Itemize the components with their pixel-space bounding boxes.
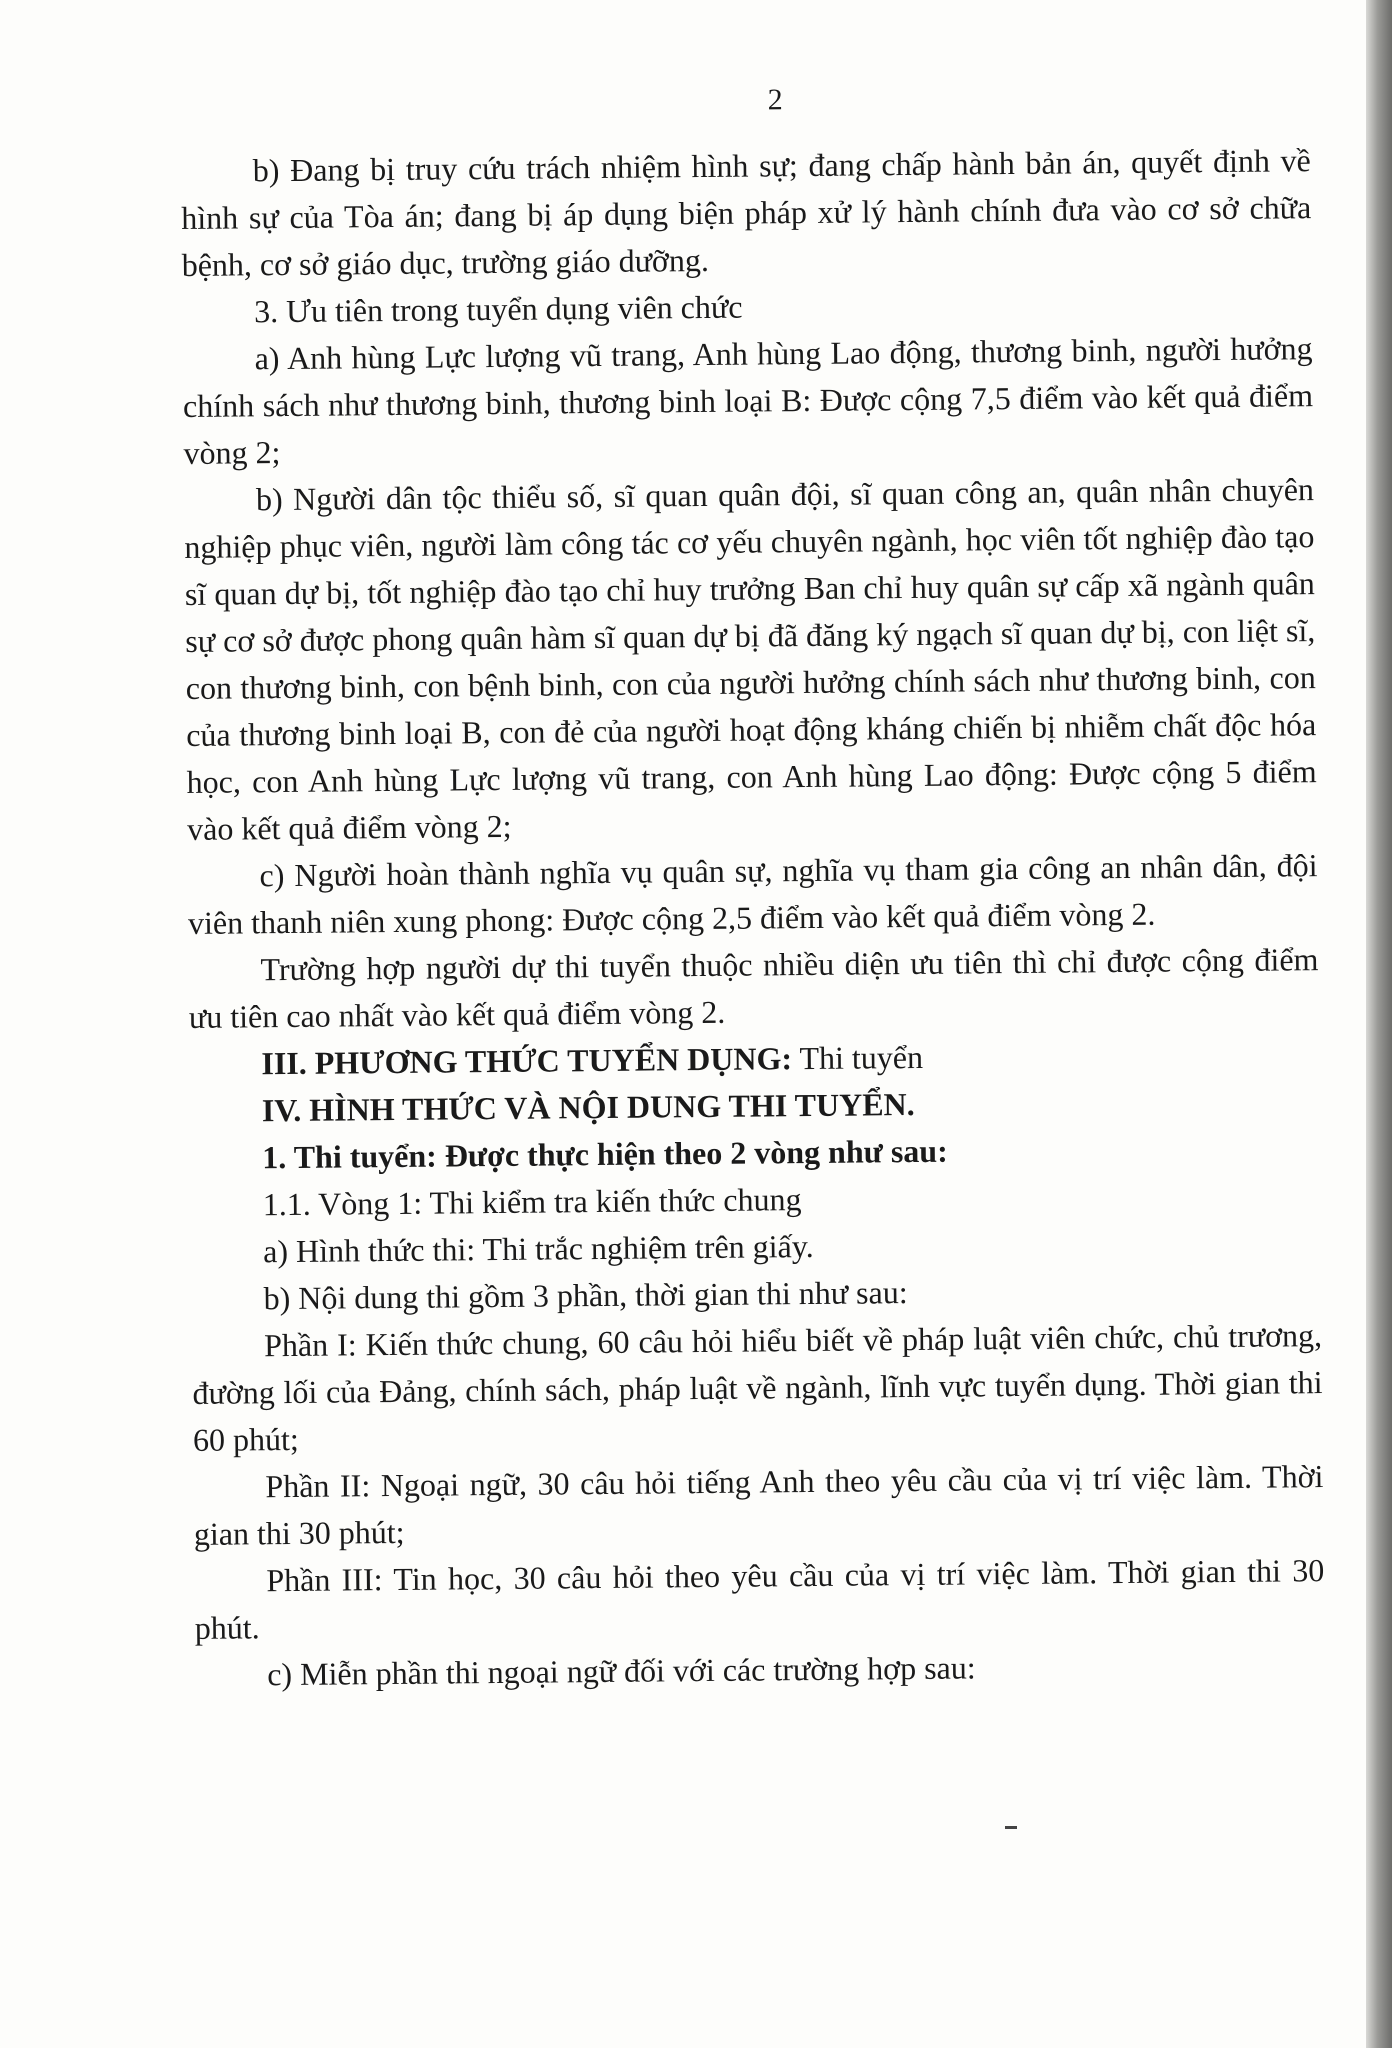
page-number: 2 [767, 83, 783, 117]
paragraph-priority-a: a) Anh hùng Lực lượng vũ trang, Anh hùng Lao động, thương binh, người hưởng chính sách như thương binh, thương binh loại B: Được cộng 7,5 điểm vào kết quả điểm vòng 2; [182, 330, 1314, 471]
paragraph-language-exemption: c) Miễn phần thi ngoại ngữ đối với các trường hợp sau: [267, 1649, 976, 1693]
paragraph-exam-format: a) Hình thức thi: Thi trắc nghiệm trên giấy. [263, 1227, 814, 1270]
scan-edge-shadow [1366, 0, 1392, 2048]
paragraph-part-1: Phần I: Kiến thức chung, 60 câu hỏi hiểu biết về pháp luật viên chức, chủ trương, đường lối của Đảng, chính sách, pháp luật về ngành, lĩnh vực tuyển dụng. Thời gian thi 60 phút; [192, 1317, 1323, 1458]
heading-recruitment-method-value: Thi tuyển [791, 1038, 924, 1077]
heading-exam-rounds: 1. Thi tuyển: Được thực hiện theo 2 vòng như sau: [262, 1132, 948, 1176]
paragraph-round-1: 1.1. Vòng 1: Thi kiểm tra kiến thức chung [262, 1181, 802, 1223]
paragraph-criminal-liability: b) Đang bị truy cứu trách nhiệm hình sự; đang chấp hành bản án, quyết định về hình sự của Tòa án; đang bị áp dụng biện pháp xử lý hành chính đưa vào cơ sở chữa bệnh, cơ sở giáo dục, trường giáo dưỡng. [181, 142, 1312, 283]
heading-exam-form-content: IV. HÌNH THỨC VÀ NỘI DUNG THI TUYỂN. [261, 1085, 915, 1129]
paragraph-priority-b: b) Người dân tộc thiểu số, sĩ quan quân đội, sĩ quan công an, quân nhân chuyên nghiệp phục viên, người làm công tác cơ yếu chuyên ngành, học viên tốt nghiệp đào tạo sĩ quan dự bị, tốt nghiệp đào tạo chỉ huy trưởng Ban chỉ huy quân sự cấp xã ngành quân sự cơ sở được phong quân hàm sĩ quan dự bị đã đăng ký ngạch sĩ quan dự bị, con liệt sĩ, con thương binh, con bệnh binh, con của người hưởng chính sách như thương binh, con của thương binh loại B, con đẻ của người hoạt động kháng chiến bị nhiễm chất độc hóa học, con Anh hùng Lực lượng vũ trang, con Anh hùng Lao động: Được cộng 5 điểm vào kết quả điểm vòng 2; [184, 471, 1317, 847]
heading-recruitment-method-bold: III. PHƯƠNG THỨC TUYỂN DỤNG: [261, 1040, 793, 1082]
page-content [180, 75, 1325, 1699]
paragraph-multiple-priorities: Trường hợp người dự thi tuyển thuộc nhiều diện ưu tiên thì chỉ được cộng điểm ưu tiên cao nhất vào kết quả điểm vòng 2. [188, 941, 1319, 1035]
scan-mark [1005, 1826, 1017, 1829]
paragraph-exam-content: b) Nội dung thi gồm 3 phần, thời gian thi như sau: [263, 1274, 908, 1317]
paragraph-priority-c: c) Người hoàn thành nghĩa vụ quân sự, nghĩa vụ tham gia công an nhân dân, đội viên thanh niên xung phong: Được cộng 2,5 điểm vào kết quả điểm vòng 2. [187, 847, 1318, 941]
paragraph-part-2: Phần II: Ngoại ngữ, 30 câu hỏi tiếng Anh theo yêu cầu của vị trí việc làm. Thời gian thi 30 phút; [193, 1458, 1324, 1552]
section-priority-title: 3. Ưu tiên trong tuyển dụng viên chức [253, 288, 743, 330]
paragraph-part-3: Phần III: Tin học, 30 câu hỏi theo yêu cầu của vị trí việc làm. Thời gian thi 30 phút. [194, 1552, 1325, 1646]
